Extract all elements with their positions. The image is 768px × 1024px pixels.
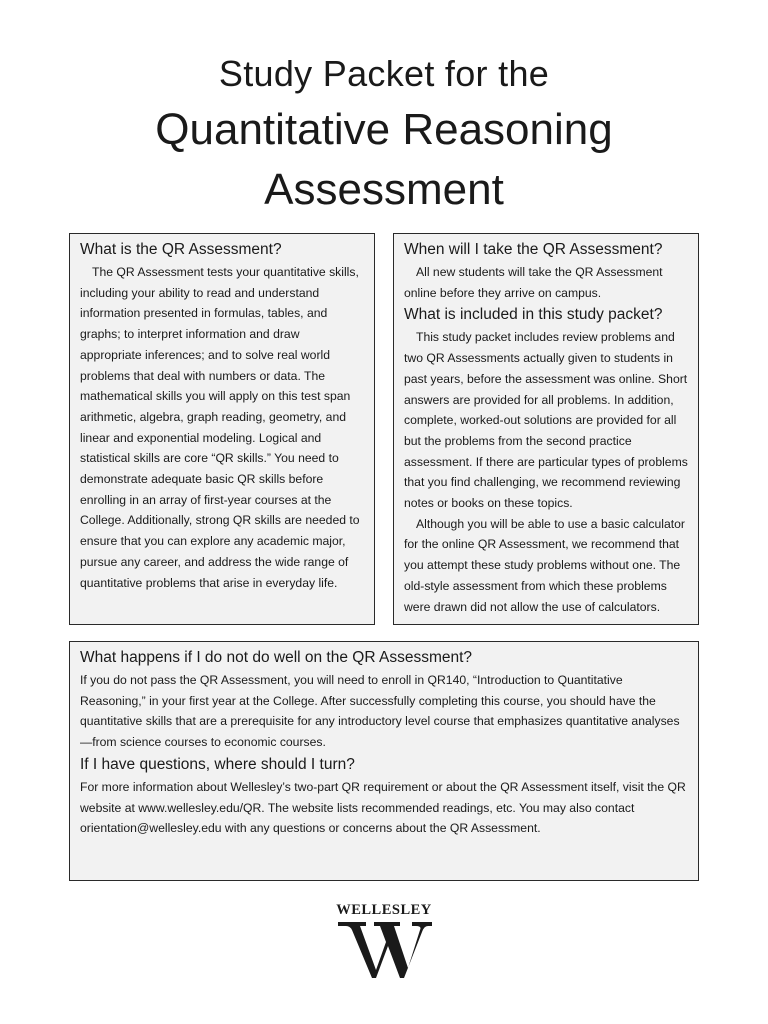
- page-title: [0, 52, 768, 220]
- title-line-3: Assessment: [264, 165, 504, 214]
- title-line-1: Study Packet for the: [218, 53, 550, 94]
- questions-paragraph: For more information about Wellesley’s two-part QR requirement or about the QR Assessment itself, visit the QR website at www.wellesley.edu/QR. The website lists recommended readings, etc. You may also contact orientation@wellesley.edu with any questions or concerns about the QR Assessment.: [80, 779, 686, 836]
- wellesley-logo: [330, 902, 438, 982]
- logo-wordmark: WELLESLEY: [336, 902, 432, 918]
- qr-timing-box: [393, 233, 699, 625]
- when-take-heading: When will I take the QR Assessment?: [404, 241, 663, 258]
- not-do-well-paragraph: If you do not pass the QR Assessment, you will need to enroll in QR140, “Introduction to Quantitative Reasoning,” in your first year at the College. After successfully completing this course, you should have the quantitative skills that are a prerequisite for any introductory level course that emphasizes quantitative analyses—from science courses to economic courses.: [80, 673, 680, 750]
- qr-help-box: [69, 641, 699, 881]
- when-take-paragraph: All new students will take the QR Assessment online before they arrive on campus.: [404, 265, 663, 300]
- wellesley-w-logo-icon: [336, 920, 432, 980]
- qr-assessment-info-box: [69, 233, 375, 625]
- what-is-qr-paragraph: The QR Assessment tests your quantitative skills, including your ability to read and understand information presented in formulas, tables, and graphs; to interpret information and draw appropriate inferences; and to solve real world problems that deal with numbers or data. The mathematical skills you will apply on this test span arithmetic, algebra, graph reading, geometry, and linear and exponential modeling. Logical and statistical skills are core “QR skills.” You need to demonstrate adequate basic QR skills before enrolling in an array of first-year courses at the College. Additionally, strong QR skills are needed to ensure that you can explore any academic major, pursue any career, and address the wide range of quantitative problems that arise in everyday life.: [80, 265, 360, 590]
- calculator-paragraph: Although you will be able to use a basic calculator for the online QR Assessment, we recommend that you attempt these study problems without one. The old-style assessment from which these problems were drawn did not allow the use of calculators.: [404, 516, 685, 614]
- what-is-qr-heading: What is the QR Assessment?: [80, 241, 282, 258]
- whats-included-heading: What is included in this study packet?: [404, 306, 663, 324]
- whats-included-paragraph: This study packet includes review problems and two QR Assessments actually given to students in past years, before the assessment was online. Short answers are provided for all problems. In addition, complete, worked-out solutions are provided for all but the problems from the second practice assessment. If there are particular types of problems that you find challenging, we recommend reviewing notes or books on these topics.: [404, 330, 688, 511]
- title-line-2: Quantitative Reasoning: [155, 105, 613, 154]
- questions-heading: If I have questions, where should I turn?: [80, 755, 355, 773]
- not-do-well-heading: What happens if I do not do well on the QR Assessment?: [80, 649, 473, 666]
